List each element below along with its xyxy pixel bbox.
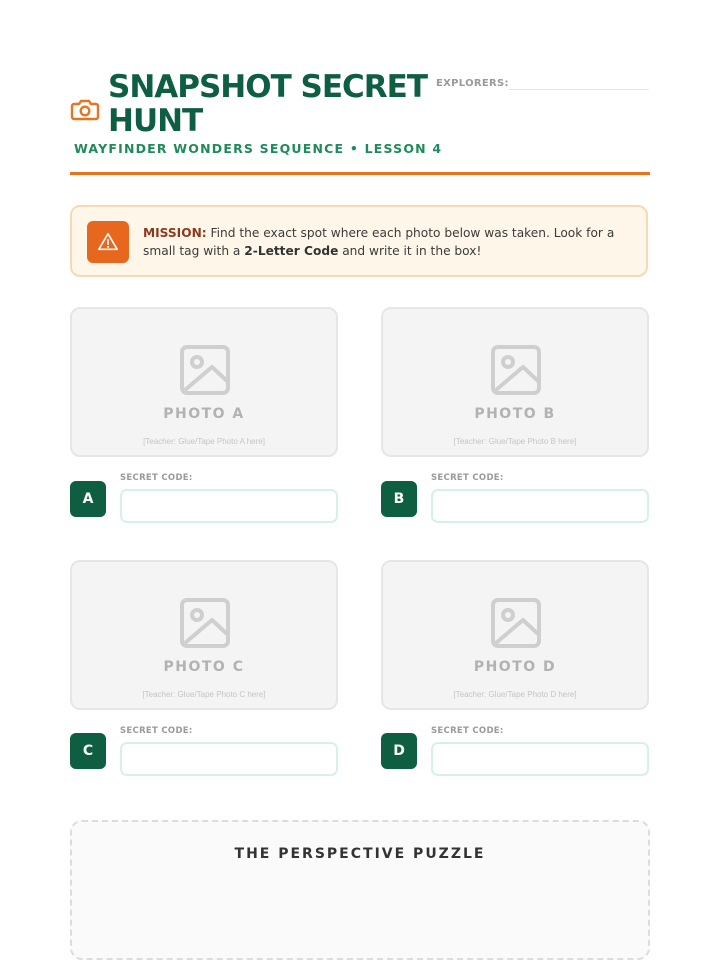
letter-badge-a: A — [70, 481, 106, 517]
page-subtitle: WAYFINDER WONDERS SEQUENCE • LESSON 4 — [74, 141, 443, 156]
secret-code-input-a[interactable] — [120, 489, 338, 523]
photo-teacher-note: [Teacher: Glue/Tape Photo A here] — [143, 437, 265, 446]
secret-code-input-d[interactable] — [431, 742, 649, 776]
letter-badge-b: B — [381, 481, 417, 517]
photo-label: PHOTO D — [473, 659, 557, 675]
mission-highlight: 2-Letter Code — [244, 244, 339, 258]
photo-card-b — [381, 307, 649, 457]
mission-lead: MISSION: — [143, 226, 207, 240]
mission-text-before: Find the exact spot where each photo below was taken. Look for a small tag with a — [143, 226, 615, 258]
photo-card-c — [70, 560, 338, 710]
photo-label: PHOTO C — [163, 659, 245, 675]
section-title: THE PERSPECTIVE PUZZLE — [234, 846, 486, 862]
photo-card-a — [70, 307, 338, 457]
mission-text — [143, 224, 638, 260]
image-placeholder-icon — [491, 598, 541, 648]
photo-teacher-note: [Teacher: Glue/Tape Photo C here] — [142, 690, 266, 699]
explorers-field[interactable] — [436, 73, 650, 91]
secret-code-input-b[interactable] — [431, 489, 649, 523]
photo-teacher-note: [Teacher: Glue/Tape Photo D here] — [453, 690, 577, 699]
image-placeholder-icon — [180, 345, 230, 395]
secret-code-label: SECRET CODE: — [120, 726, 193, 736]
explorers-label: EXPLORERS: — [436, 78, 509, 89]
photo-label: PHOTO A — [163, 406, 245, 422]
mission-text-after: and write it in the box! — [342, 244, 482, 258]
photo-card-d — [381, 560, 649, 710]
camera-icon — [70, 94, 100, 124]
mission-callout — [70, 205, 648, 277]
image-placeholder-icon — [491, 345, 541, 395]
header-divider — [70, 172, 650, 175]
secret-code-input-c[interactable] — [120, 742, 338, 776]
warning-icon — [87, 221, 129, 263]
perspective-puzzle-section — [70, 820, 650, 960]
secret-code-label: SECRET CODE: — [431, 473, 504, 483]
secret-code-label: SECRET CODE: — [431, 726, 504, 736]
letter-badge-d: D — [381, 733, 417, 769]
image-placeholder-icon — [180, 598, 230, 648]
letter-badge-c: C — [70, 733, 106, 769]
secret-code-label: SECRET CODE: — [120, 473, 193, 483]
photo-label: PHOTO B — [474, 406, 556, 422]
worksheet-header — [70, 70, 650, 178]
photo-teacher-note: [Teacher: Glue/Tape Photo B here] — [453, 437, 577, 446]
explorers-name-line[interactable] — [509, 89, 649, 90]
page-title: SNAPSHOT SECRET HUNT — [108, 69, 427, 139]
